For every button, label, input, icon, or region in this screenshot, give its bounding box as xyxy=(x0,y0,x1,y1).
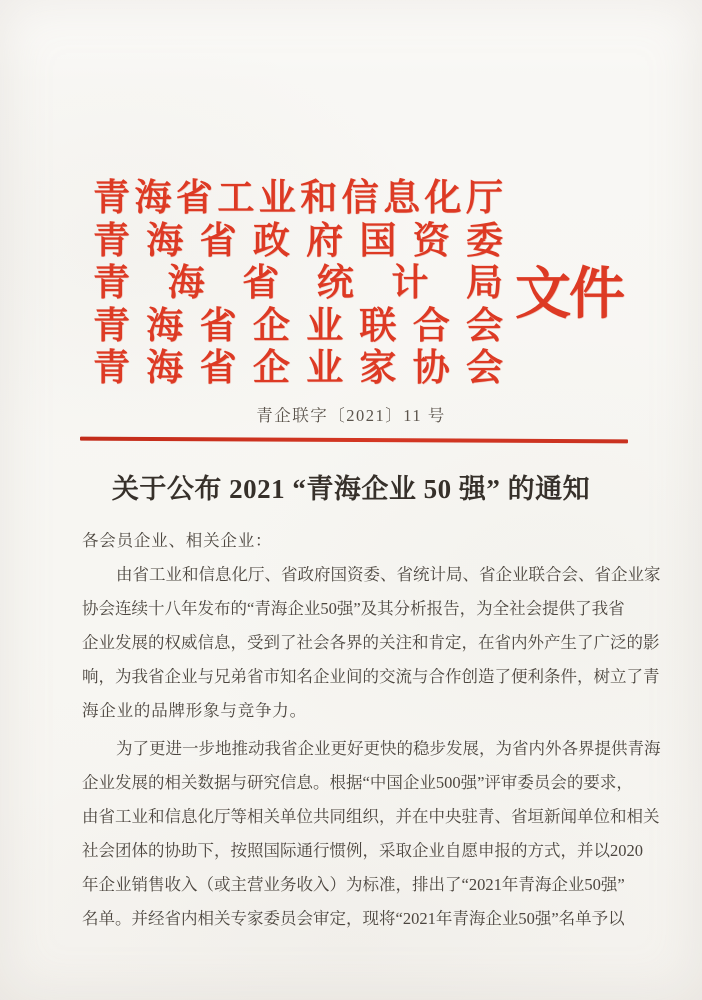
paragraphs xyxy=(82,558,661,936)
body-line: 由 省 工 业 和 信 息 化 厅 等 相 关 单 位 共 同 组 织 ， 并 在 中 央 驻 青 、 省 垣 新 闻 单 位 和 相 关 xyxy=(82,807,660,826)
body-line: 由 省 工 业 和 信 息 化 厅 、 省 政 府 国 资 委 、 省 统 计 局 、 省 企 业 联 合 会 、 省 企 业 家 xyxy=(116,565,661,584)
body-line: 企 业 发 展 的 相 关 数 据 与 研 究 信 息 。 根 据 “ 中 国 企 业 500 强 ” 评 审 委 员 会 的 要 求 ， xyxy=(82,773,633,792)
body-line: 年 企 业 销 售 收 入 （ 或 主 营 业 务 收 入 ） 为 标 准 ， 排 出 了 “ 2021 年 青 海 企 业 50 强 ” xyxy=(82,875,625,894)
body-line: 响 ， 为 我 省 企 业 与 兄 弟 省 市 知 名 企 业 间 的 交 流 与 合 作 创 造 了 便 利 条 件 ， 树 立 了 青 xyxy=(82,667,660,686)
body-line: 为 了 更 进 一 步 地 推 动 我 省 企 业 更 好 更 快 的 稳 步 发 展 ， 为 省 内 外 各 界 提 供 青 海 xyxy=(116,739,661,758)
body-line: 社 会 团 体 的 协 助 下 ， 按 照 国 际 通 行 惯 例 ， 采 取 企 业 自 愿 申 报 的 方 式 ， 并 以 2020 xyxy=(82,841,643,860)
body-line: 企 业 发 展 的 权 威 信 息 ， 受 到 了 社 会 各 界 的 关 注 和 肯 定 ， 在 省 内 外 产 生 了 广 泛 的 影 xyxy=(82,633,660,652)
paragraph xyxy=(82,732,661,936)
doc-type-label: 文件 xyxy=(515,264,623,326)
org-line: 青 海 省 政 府 国 资 委 xyxy=(93,220,503,262)
body-line: 协 会 连 续 十 八 年 发 布 的 “ 青 海 企 业 50 强 ” 及 其 分 析 报 告 ， 为 全 社 会 提 供 了 我 省 xyxy=(82,599,625,618)
org-line: 青 海 省 企 业 联 合 会 xyxy=(93,305,503,347)
paragraph xyxy=(82,558,661,728)
body-line: 海企业的品牌形象与竞争力。 xyxy=(82,701,307,720)
org-line: 青 海 省 工 业 和 信 息 化 厅 xyxy=(93,178,503,219)
salutation: 各会员企业、相关企业： xyxy=(82,531,273,550)
document-body xyxy=(82,524,661,936)
document-title: 关于公布 2021 “青海企业 50 强” 的通知 xyxy=(111,474,591,504)
org-lines xyxy=(93,178,503,391)
letterhead xyxy=(93,178,503,391)
org-line: 青 海 省 统 计 局 xyxy=(93,263,503,304)
red-rule-divider xyxy=(80,437,628,444)
org-line: 青 海 省 企 业 家 协 会 xyxy=(93,348,503,389)
body-line: 名 单 。 并 经 省 内 相 关 专 家 委 员 会 审 定 ， 现 将 “ 2021 年 青 海 企 业 50 强 ” 名 单 予 以 xyxy=(82,909,625,928)
doc-number: 青企联字〔2021〕11 号 xyxy=(256,406,446,425)
